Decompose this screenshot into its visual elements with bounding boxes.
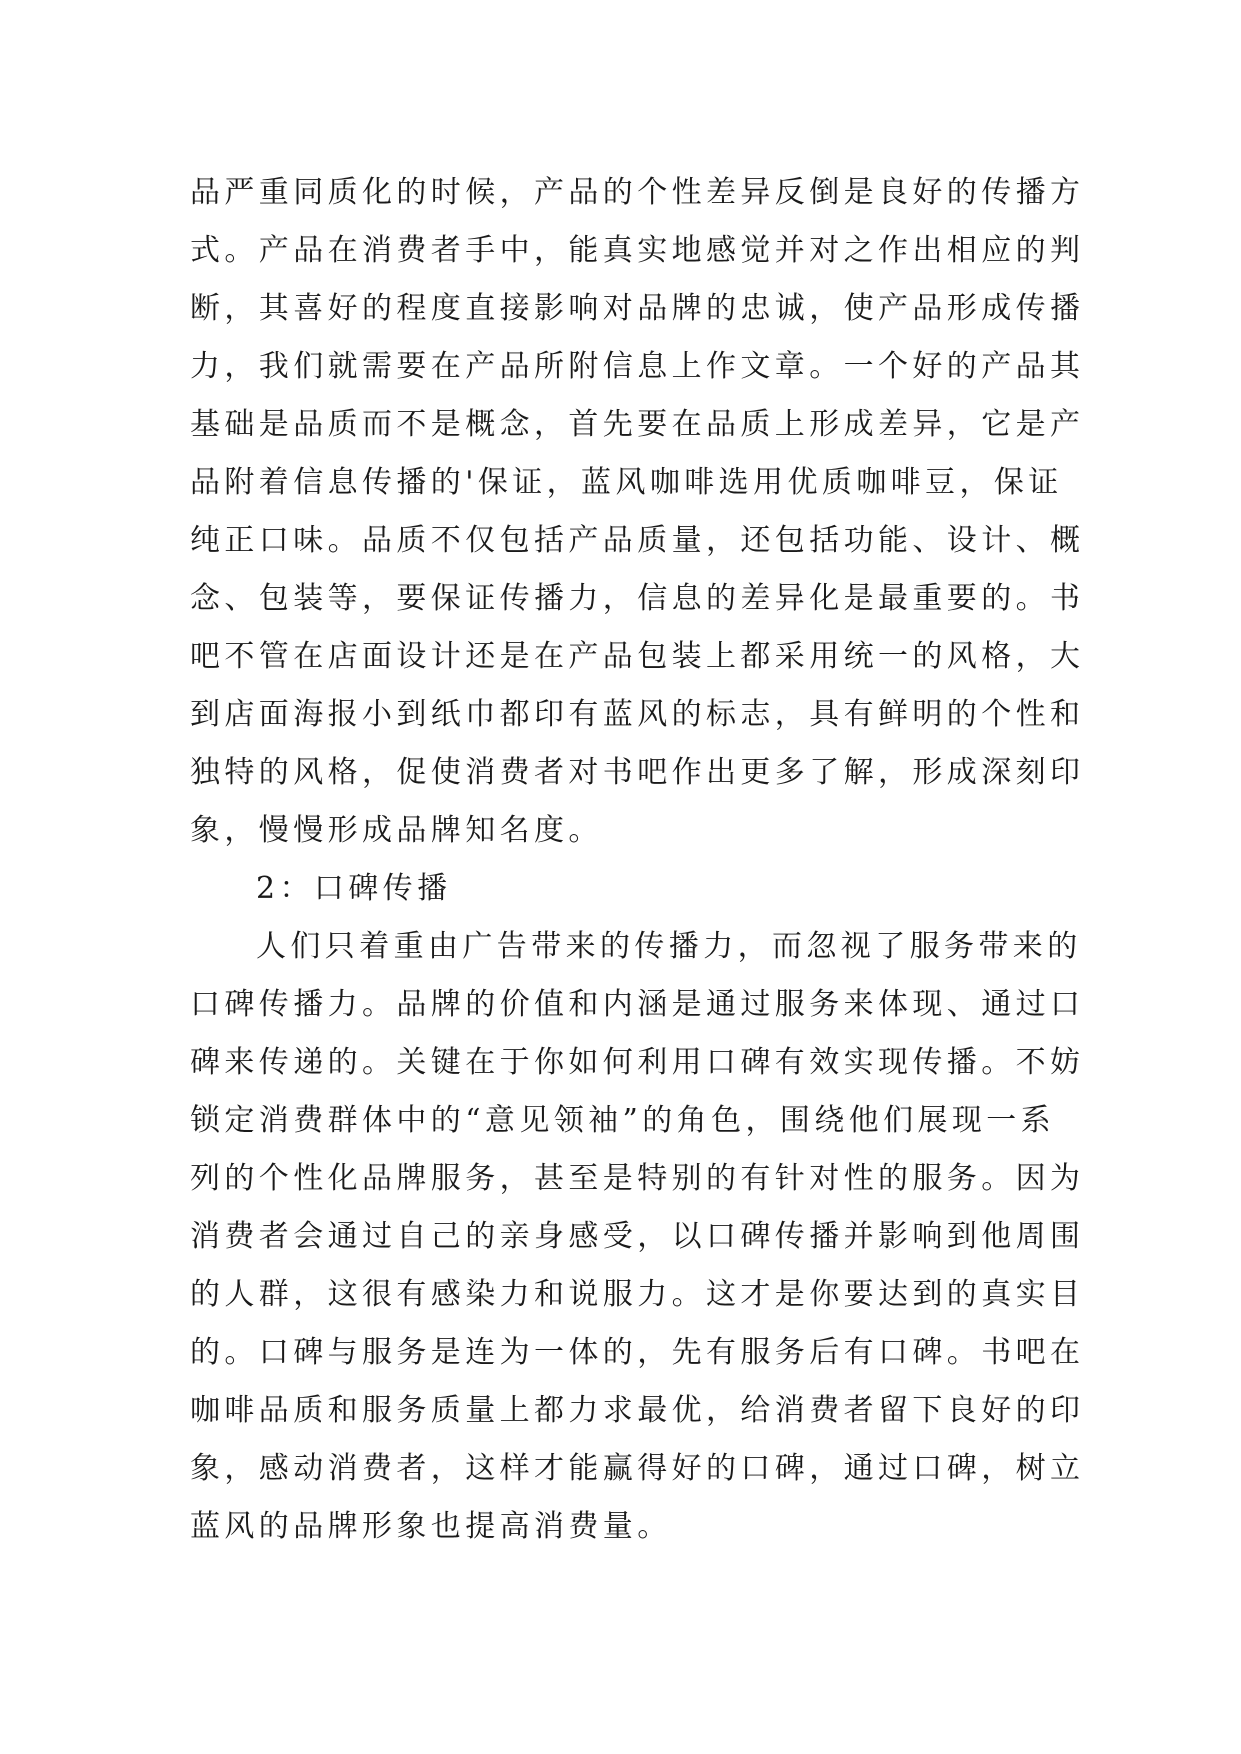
text-line: 式。产品在消费者手中，能真实地感觉并对之作出相应的判 — [190, 233, 1085, 268]
text-line: 蓝风的品牌形象也提高消费量。 — [190, 1509, 672, 1544]
text-line: 念、包装等，要保证传播力，信息的差异化是最重要的。书 — [190, 581, 1085, 616]
text-line: 品严重同质化的时候，产品的个性差异反倒是良好的传播方 — [190, 175, 1085, 210]
text-line: 基础是品质而不是概念，首先要在品质上形成差异，它是产 — [190, 407, 1085, 442]
text-line: 列的个性化品牌服务，甚至是特别的有针对性的服务。因为 — [190, 1161, 1085, 1196]
text-line: 口碑传播力。品牌的价值和内涵是通过服务来体现、通过口 — [190, 987, 1085, 1022]
text-line: 到店面海报小到纸巾都印有蓝风的标志，具有鲜明的个性和 — [190, 697, 1085, 732]
text-line: 断，其喜好的程度直接影响对品牌的忠诚，使产品形成传播 — [190, 291, 1085, 326]
text-line: 的。口碑与服务是连为一体的，先有服务后有口碑。书吧在 — [190, 1335, 1085, 1370]
text-line: 力，我们就需要在产品所附信息上作文章。一个好的产品其 — [190, 349, 1085, 384]
text-line: 象，感动消费者，这样才能赢得好的口碑，通过口碑，树立 — [190, 1451, 1085, 1486]
text-line: 锁定消费群体中的“意见领袖”的角色，围绕他们展现一系 — [190, 1103, 1056, 1138]
text-line: 纯正口味。品质不仅包括产品质量，还包括功能、设计、概 — [190, 523, 1085, 558]
text-line: 独特的风格，促使消费者对书吧作出更多了解，形成深刻印 — [190, 755, 1085, 790]
text-line: 碑来传递的。关键在于你如何利用口碑有效实现传播。不妨 — [190, 1045, 1085, 1080]
document-body — [190, 164, 1085, 1556]
text-line: 品附着信息传播的'保证，蓝风咖啡选用优质咖啡豆，保证 — [190, 465, 1063, 500]
text-line: 吧不管在店面设计还是在产品包装上都采用统一的风格，大 — [190, 639, 1085, 674]
text-line: 消费者会通过自己的亲身感受，以口碑传播并影响到他周围 — [190, 1219, 1085, 1254]
text-line: 人们只着重由广告带来的传播力，而忽视了服务带来的 — [256, 929, 1082, 964]
section-heading: 2：口碑传播 — [256, 871, 452, 906]
text-line: 的人群，这很有感染力和说服力。这才是你要达到的真实目 — [190, 1277, 1085, 1312]
text-line: 象，慢慢形成品牌知名度。 — [190, 813, 603, 848]
text-line: 咖啡品质和服务质量上都力求最优，给消费者留下良好的印 — [190, 1393, 1085, 1428]
